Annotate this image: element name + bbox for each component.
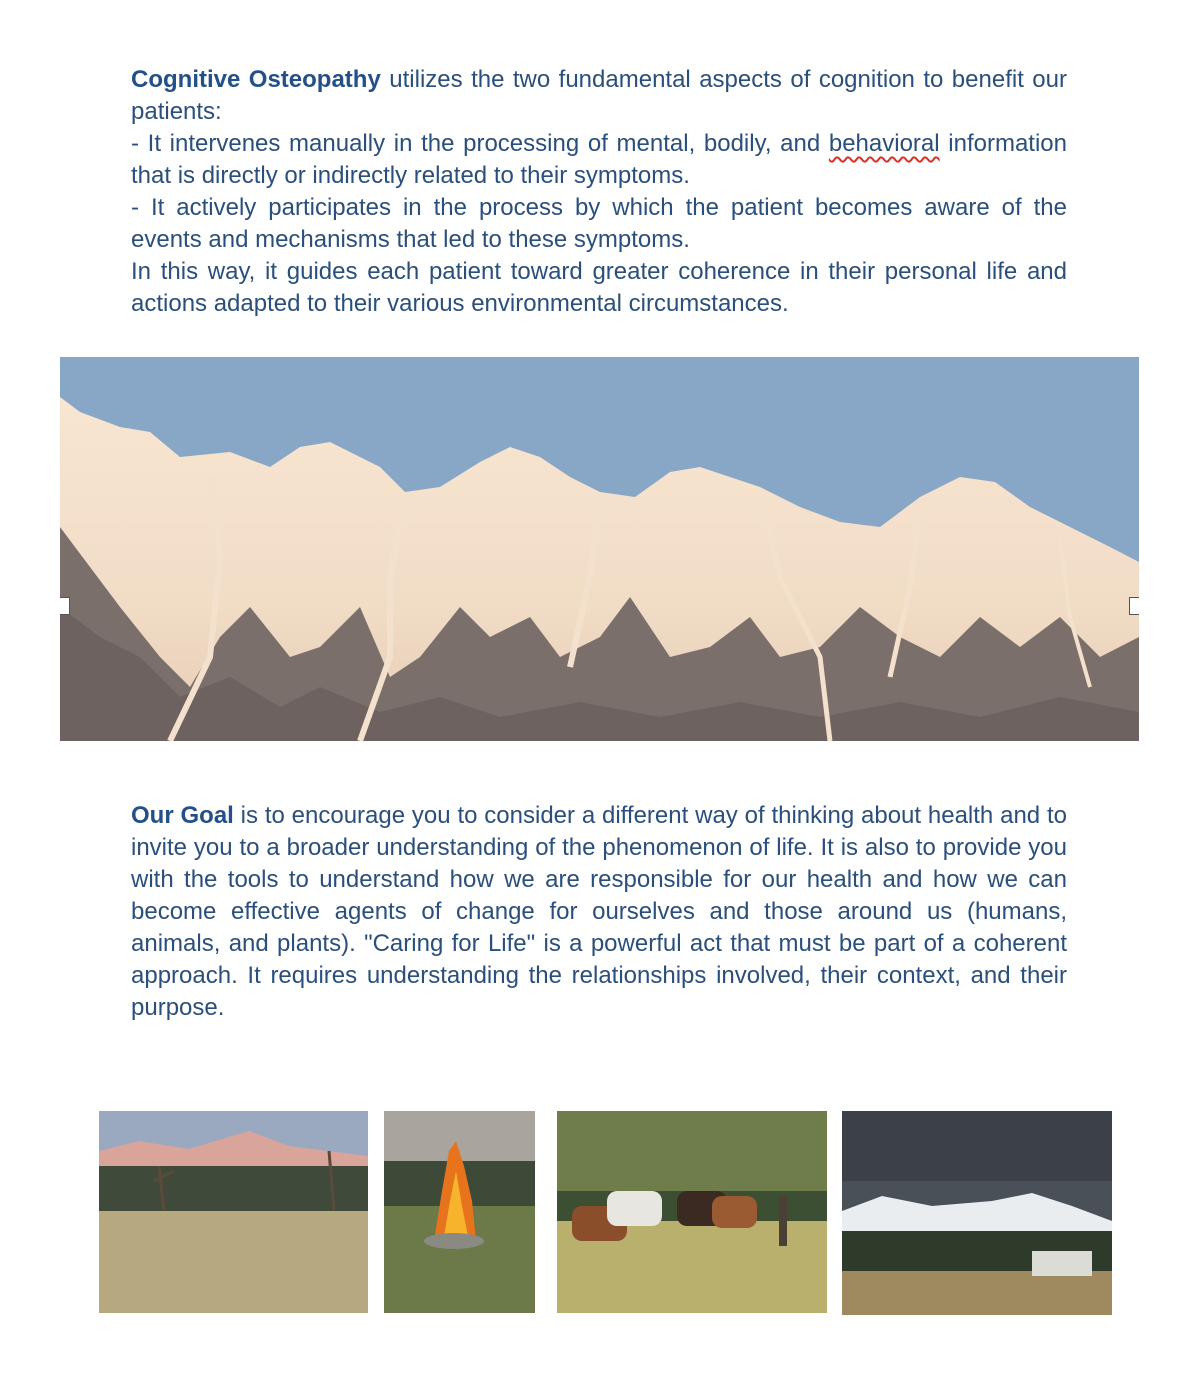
- photo-horses[interactable]: [557, 1111, 827, 1313]
- mountain-banner-image[interactable]: [60, 357, 1139, 741]
- photo-meadow-mountain[interactable]: [99, 1111, 368, 1313]
- mountain-farm-illustration: [842, 1111, 1112, 1315]
- intro-item-1: [131, 128, 1067, 192]
- intro-item-1-text-b: information that is directly or indirectly related to their symptoms.: [131, 130, 1067, 189]
- horses-illustration: [557, 1111, 827, 1313]
- bonfire-illustration: [384, 1111, 535, 1313]
- intro-heading: Cognitive Osteopathy: [131, 66, 381, 93]
- intro-lead: [131, 64, 1067, 128]
- intro-closing: In this way, it guides each patient toward greater coherence in their personal life and actions adapted to their various environmental circumstances.: [131, 258, 1067, 317]
- goal-text: [131, 800, 1067, 1024]
- intro-item-1-text-a: - It intervenes manually in the processing of mental, bodily, and: [131, 130, 829, 157]
- goal-paragraph: [131, 800, 1067, 1024]
- resize-handle-left[interactable]: [60, 597, 70, 615]
- goal-body: is to encourage you to consider a different way of thinking about health and to invite you to a broader understanding of the phenomenon of life. It is also to provide you with the tools to understand how we are responsible for our health and how we can become effective agents of change for ourselves and those around us (humans, animals, and plants). "Caring for Life" is a powerful act that must be part of a coherent approach. It requires understanding the relationships involved, their context, and their purpose.: [131, 802, 1067, 1021]
- intro-lead-text: utilizes the two fundamental aspects of cognition to benefit our patients:: [131, 66, 1067, 125]
- intro-paragraph: [131, 64, 1067, 320]
- intro-item-2: - It actively participates in the process by which the patient becomes aware of the events and mechanisms that led to these symptoms.: [131, 194, 1067, 253]
- spellcheck-flagged-word[interactable]: behavioral: [828, 130, 940, 157]
- mountain-range-illustration: [60, 357, 1139, 741]
- goal-heading: Our Goal: [131, 802, 234, 829]
- photo-mountain-farm[interactable]: [842, 1111, 1112, 1315]
- meadow-mountain-illustration: [99, 1111, 368, 1313]
- resize-handle-right[interactable]: [1129, 597, 1139, 615]
- photo-bonfire[interactable]: [384, 1111, 535, 1313]
